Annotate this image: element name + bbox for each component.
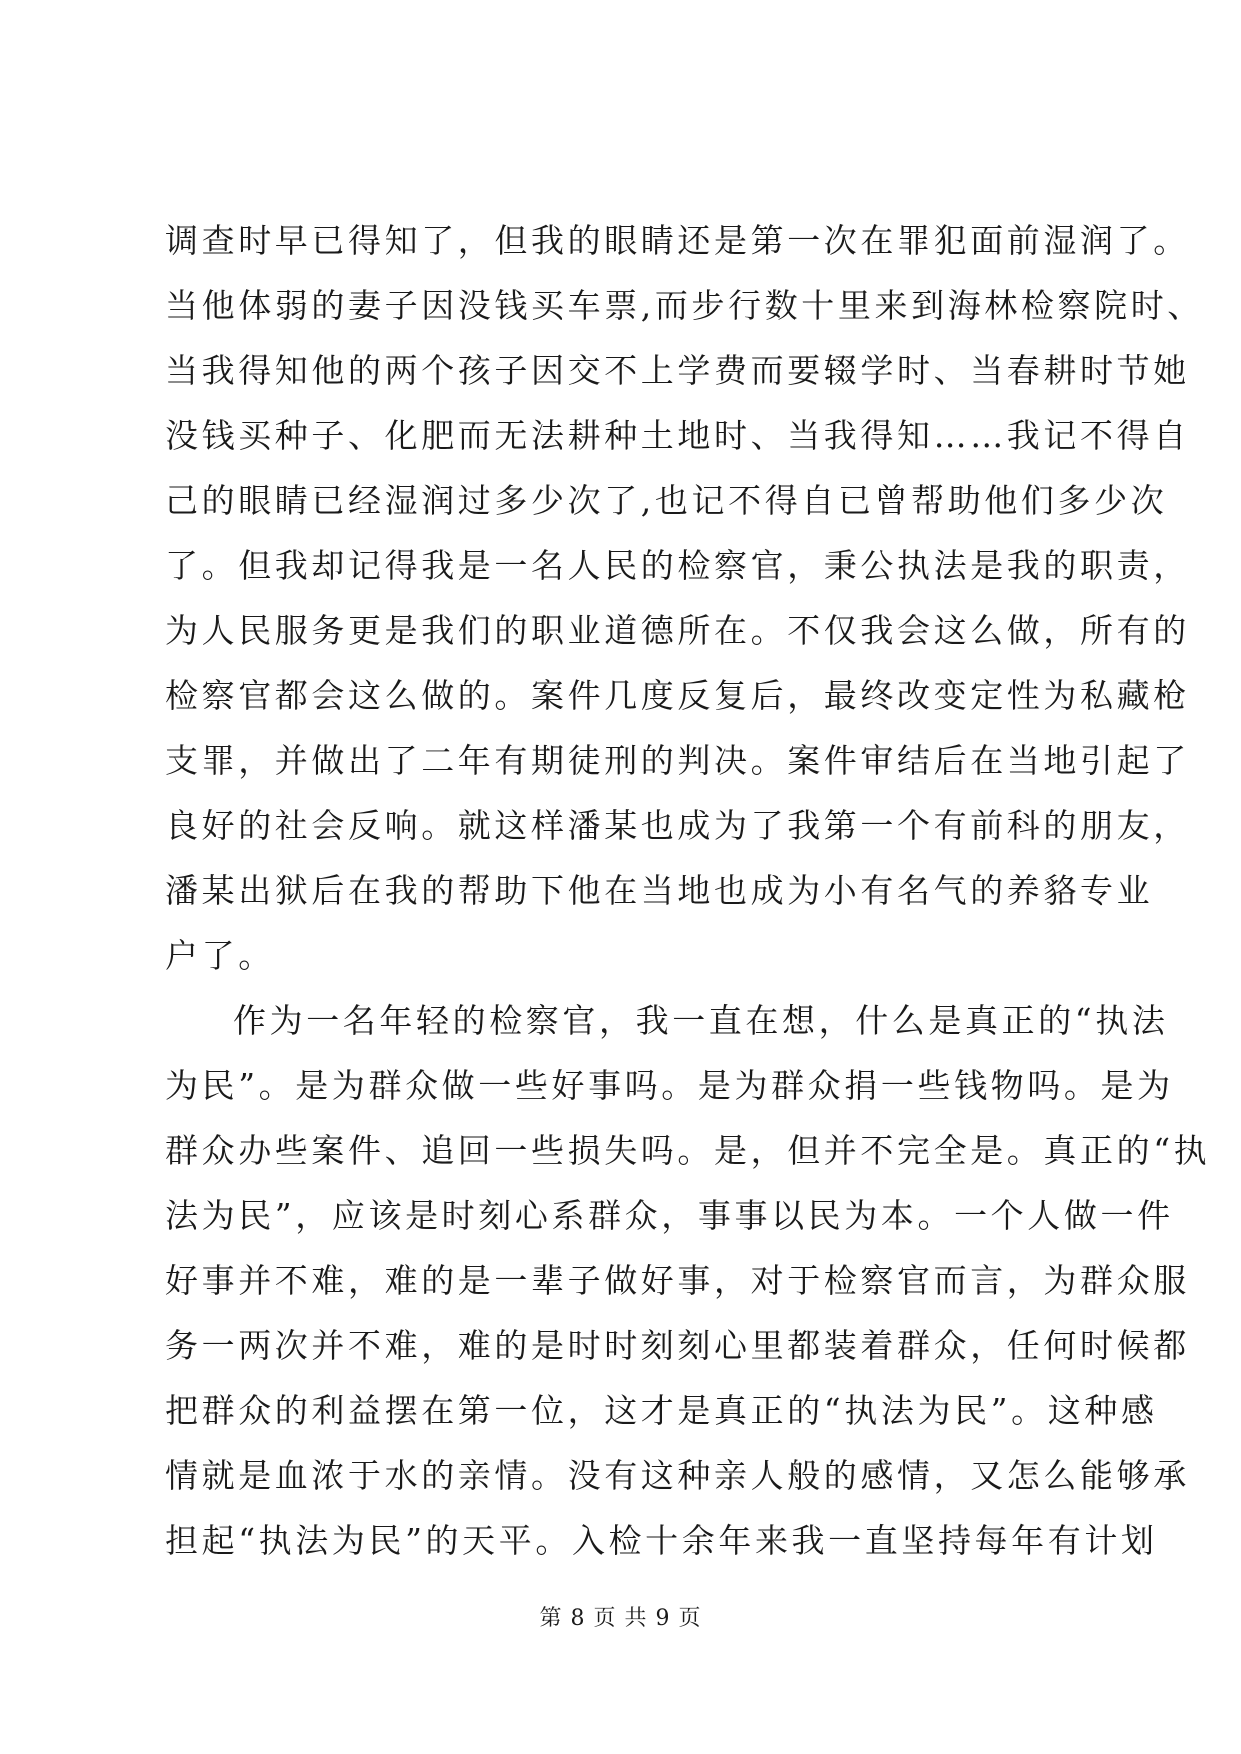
text-line: 己的眼睛已经湿润过多少次了,也记不得自已曾帮助他们多少次	[165, 481, 1168, 520]
text-line: 把群众的利益摆在第一位，这才是真正的“执法为民”。这种感	[165, 1391, 1158, 1430]
page-number-footer: 第 8 页 共 9 页	[539, 1606, 702, 1631]
text-line: 为民”。是为群众做一些好事吗。是为群众捐一些钱物吗。是为	[165, 1066, 1174, 1105]
text-line: 支罪，并做出了二年有期徒刑的判决。案件审结后在当地引起了	[165, 741, 1190, 780]
text-line: 当我得知他的两个孩子因交不上学费而要辍学时、当春耕时节她	[165, 351, 1190, 390]
paragraph-start-line: 作为一名年轻的检察官，我一直在想，什么是真正的“执法	[233, 1001, 1169, 1040]
text-line: 务一两次并不难，难的是时时刻刻心里都装着群众，任何时候都	[165, 1326, 1190, 1365]
text-line: 好事并不难，难的是一辈子做好事，对于检察官而言，为群众服	[165, 1261, 1190, 1300]
text-line: 了。但我却记得我是一名人民的检察官，秉公执法是我的职责，	[165, 546, 1190, 585]
text-line: 当他体弱的妻子因没钱买车票,而步行数十里来到海林检察院时、	[165, 286, 1204, 325]
text-line: 担起“执法为民”的天平。入检十余年来我一直坚持每年有计划	[165, 1521, 1158, 1560]
text-line: 情就是血浓于水的亲情。没有这种亲人般的感情，又怎么能够承	[165, 1456, 1190, 1495]
text-line: 法为民”，应该是时刻心系群众，事事以民为本。一个人做一件	[165, 1196, 1174, 1235]
text-line: 户了。	[165, 936, 275, 975]
text-line: 没钱买种子、化肥而无法耕种土地时、当我得知……我记不得自	[165, 416, 1190, 455]
text-line: 良好的社会反响。就这样潘某也成为了我第一个有前科的朋友，	[165, 806, 1190, 845]
body-text	[165, 208, 1211, 1573]
text-line: 为人民服务更是我们的职业道德所在。不仅我会这么做，所有的	[165, 611, 1190, 650]
text-line: 群众办些案件、追回一些损失吗。是，但并不完全是。真正的“执	[165, 1131, 1211, 1170]
text-line: 调查时早已得知了，但我的眼睛还是第一次在罪犯面前湿润了。	[165, 221, 1190, 260]
text-line: 检察官都会这么做的。案件几度反复后，最终改变定性为私藏枪	[165, 676, 1190, 715]
text-line: 潘某出狱后在我的帮助下他在当地也成为小有名气的养貉专业	[165, 871, 1154, 910]
